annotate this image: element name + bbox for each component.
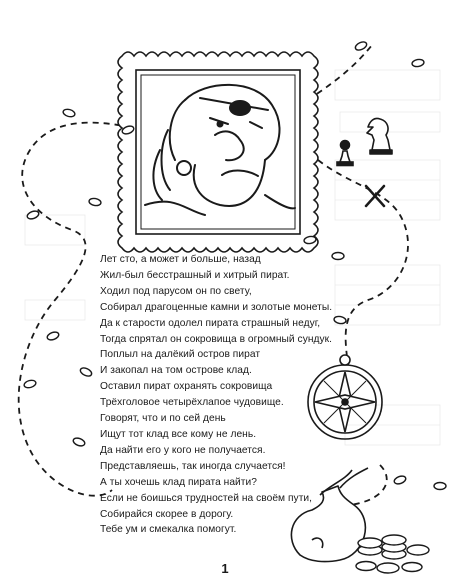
poem-line: А ты хочешь клад пирата найти? (100, 476, 257, 488)
poem-line: Собирайся скорее в дорогу. (100, 508, 234, 520)
poem-line: Да к старости одолел пирата страшный недуг, (100, 317, 321, 329)
poem-line: Трёхголовое четырёхлапое чудовище. (100, 397, 284, 409)
pirate-portrait-icon (118, 52, 318, 252)
poem-line: И закопал на том острове клад. (100, 365, 252, 377)
poem-line: Тебе ум и смекалка помогут. (100, 524, 237, 536)
poem-line: Жил-был бесстрашный и хитрый пират. (100, 269, 290, 281)
chess-knight-icon (367, 118, 392, 154)
poem-line: Ходил под парусом он по свету, (100, 285, 252, 297)
x-mark-icon (366, 186, 384, 206)
chess-pawn-icon (337, 141, 353, 166)
poem-line: Если не боишься трудностей на своём пути, (100, 492, 313, 504)
poem-line: Говорят, что и по сей день (100, 413, 226, 425)
poem-line: Лет сто, а может и больше, назад (100, 254, 261, 265)
poem-line: Собирал драгоценные камни и золотые монеты. (100, 301, 333, 313)
poem-text (100, 252, 333, 538)
poem-line: Ищут тот клад все кому не лень. (100, 428, 257, 440)
poem-line: Поплыл на далёкий остров пират (100, 349, 261, 361)
poem-line: Да найти его у кого не получается. (100, 444, 266, 456)
poem-line: Оставил пират охранять сокровища (100, 381, 273, 393)
poem-line: Тогда спрятал он сокровища в огромный сундук. (100, 333, 333, 345)
page-number: 1 (221, 561, 229, 576)
poem-line: Представляешь, так иногда случается! (100, 460, 286, 472)
